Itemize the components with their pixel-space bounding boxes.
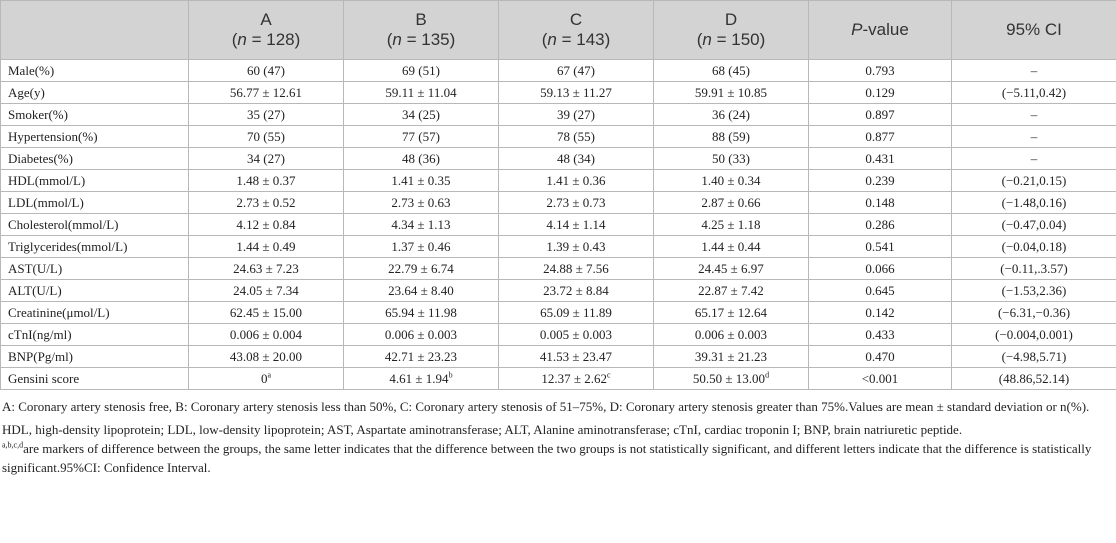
group-c-n — [499, 30, 653, 50]
group-d-n — [654, 30, 808, 50]
row-label: AST(U/L) — [1, 258, 189, 280]
row-label: BNP(Pg/ml) — [1, 346, 189, 368]
row-label: ALT(U/L) — [1, 280, 189, 302]
cell-group-b: 34 (25) — [344, 104, 499, 126]
gensini-c-value: 12.37 ± 2.62 — [541, 371, 608, 386]
cell-group-d: 68 (45) — [654, 60, 809, 82]
group-a-n-value: = 128) — [246, 30, 301, 49]
cell-p-value: 0.431 — [809, 148, 952, 170]
cell-group-c: 0.005 ± 0.003 — [499, 324, 654, 346]
row-label: Creatinine(μmol/L) — [1, 302, 189, 324]
cell-p-value: 0.066 — [809, 258, 952, 280]
cell-group-a: 24.05 ± 7.34 — [189, 280, 344, 302]
group-c-n-label: n — [547, 30, 557, 49]
row-label: Gensini score — [1, 368, 189, 390]
cell-p-value: 0.897 — [809, 104, 952, 126]
group-b-n-label: n — [392, 30, 402, 49]
row-label: Triglycerides(mmol/L) — [1, 236, 189, 258]
table-header — [1, 1, 1116, 60]
cell-p-value: 0.541 — [809, 236, 952, 258]
cell-group-d: 4.25 ± 1.18 — [654, 214, 809, 236]
cell-group-a: 35 (27) — [189, 104, 344, 126]
table-row — [1, 126, 1116, 148]
table-row — [1, 170, 1116, 192]
group-b-letter: B — [415, 10, 427, 29]
cell-group-b: 59.11 ± 11.04 — [344, 82, 499, 104]
table-footnotes — [0, 390, 1116, 477]
cell-group-d: 0.006 ± 0.003 — [654, 324, 809, 346]
cell-ci: – — [952, 126, 1116, 148]
table-body — [1, 60, 1116, 390]
cell-ci: (−0.21,0.15) — [952, 170, 1116, 192]
cell-group-d: 1.40 ± 0.34 — [654, 170, 809, 192]
cell-group-b: 77 (57) — [344, 126, 499, 148]
cell-group-d: 88 (59) — [654, 126, 809, 148]
cell-ci: (−4.98,5.71) — [952, 346, 1116, 368]
group-c-letter: C — [569, 10, 583, 29]
row-label: Hypertension(%) — [1, 126, 189, 148]
table-row — [1, 82, 1116, 104]
table-row — [1, 236, 1116, 258]
cell-ci: (−0.04,0.18) — [952, 236, 1116, 258]
gensini-c-marker: c — [607, 370, 611, 380]
cell-group-a: 4.12 ± 0.84 — [189, 214, 344, 236]
header-p-value — [809, 1, 952, 60]
group-a-letter: A — [260, 10, 272, 29]
cell-ci: (−6.31,−0.36) — [952, 302, 1116, 324]
cell-p-value: 0.470 — [809, 346, 952, 368]
cell-group-d: 59.91 ± 10.85 — [654, 82, 809, 104]
gensini-b-marker: b — [448, 370, 453, 380]
cell-p-value: 0.148 — [809, 192, 952, 214]
cell-group-b: 69 (51) — [344, 60, 499, 82]
cell-group-b: 23.64 ± 8.40 — [344, 280, 499, 302]
p-value-rest: -value — [862, 20, 909, 39]
cell-group-d: 36 (24) — [654, 104, 809, 126]
cell-group-d: 39.31 ± 21.23 — [654, 346, 809, 368]
group-a-n — [189, 30, 343, 50]
cell-group-a: 56.77 ± 12.61 — [189, 82, 344, 104]
cell-group-a — [189, 368, 344, 390]
cell-group-c: 1.41 ± 0.36 — [499, 170, 654, 192]
header-group-c — [499, 1, 654, 60]
group-d-letter: D — [724, 10, 738, 29]
footnote-markers — [2, 439, 1112, 477]
cell-group-a: 43.08 ± 20.00 — [189, 346, 344, 368]
cell-group-d: 24.45 ± 6.97 — [654, 258, 809, 280]
row-label: Age(y) — [1, 82, 189, 104]
cell-group-b: 1.37 ± 0.46 — [344, 236, 499, 258]
cell-ci: (−5.11,0.42) — [952, 82, 1116, 104]
cell-group-d: 50 (33) — [654, 148, 809, 170]
p-value-italic: P — [851, 20, 863, 39]
cell-group-c: 65.09 ± 11.89 — [499, 302, 654, 324]
cell-group-c: 1.39 ± 0.43 — [499, 236, 654, 258]
gensini-d-marker: d — [765, 370, 770, 380]
cell-group-b: 0.006 ± 0.003 — [344, 324, 499, 346]
header-row — [1, 1, 1116, 60]
cell-ci: – — [952, 104, 1116, 126]
cell-group-c: 78 (55) — [499, 126, 654, 148]
header-group-d — [654, 1, 809, 60]
footnote-groups: A: Coronary artery stenosis free, B: Coronary artery stenosis less than 50%, C: Coronary artery stenosis of 51–75%, D: Coronary artery stenosis greater than 75%.Values are mean ± standard deviation or n(%). — [2, 399, 1090, 414]
footnote-markers-sup: a,b,c,d — [2, 440, 24, 450]
group-b-n-prefix: ( — [386, 30, 393, 49]
header-variable-cell — [1, 1, 189, 60]
cell-group-b: 48 (36) — [344, 148, 499, 170]
cell-group-c: 59.13 ± 11.27 — [499, 82, 654, 104]
cell-group-b: 2.73 ± 0.63 — [344, 192, 499, 214]
row-label: Cholesterol(mmol/L) — [1, 214, 189, 236]
cell-group-d: 22.87 ± 7.42 — [654, 280, 809, 302]
cell-group-b: 42.71 ± 23.23 — [344, 346, 499, 368]
cell-p-value: 0.433 — [809, 324, 952, 346]
table-row — [1, 148, 1116, 170]
row-label: HDL(mmol/L) — [1, 170, 189, 192]
cell-ci: (−0.004,0.001) — [952, 324, 1116, 346]
gensini-a-value: 0 — [260, 371, 268, 386]
table-row — [1, 258, 1116, 280]
cell-p-value: 0.793 — [809, 60, 952, 82]
cell-ci: – — [952, 148, 1116, 170]
cell-p-value: 0.645 — [809, 280, 952, 302]
cell-group-b — [344, 368, 499, 390]
header-group-b — [344, 1, 499, 60]
gensini-b-value: 4.61 ± 1.94 — [389, 371, 449, 386]
footnote-markers-text: are markers of difference between the groups, the same letter indicates that the difference between the two groups is not statistically significant, and different letters indicate that the difference is statistically significant.95%CI: Confidence Interval. — [2, 441, 1092, 475]
cell-group-b: 4.34 ± 1.13 — [344, 214, 499, 236]
cell-p-value: 0.877 — [809, 126, 952, 148]
table-row — [1, 280, 1116, 302]
group-b-n-value: = 135) — [401, 30, 456, 49]
cell-group-c: 24.88 ± 7.56 — [499, 258, 654, 280]
cell-group-b: 65.94 ± 11.98 — [344, 302, 499, 324]
table-row-gensini — [1, 368, 1116, 390]
row-label: LDL(mmol/L) — [1, 192, 189, 214]
cell-group-c: 41.53 ± 23.47 — [499, 346, 654, 368]
group-c-n-value: = 143) — [556, 30, 611, 49]
cell-group-b: 22.79 ± 6.74 — [344, 258, 499, 280]
table-row — [1, 324, 1116, 346]
cell-group-a: 24.63 ± 7.23 — [189, 258, 344, 280]
table-row — [1, 104, 1116, 126]
group-d-n-value: = 150) — [711, 30, 766, 49]
cell-ci: (−1.48,0.16) — [952, 192, 1116, 214]
cell-group-a: 34 (27) — [189, 148, 344, 170]
cell-group-d: 2.87 ± 0.66 — [654, 192, 809, 214]
table-row — [1, 60, 1116, 82]
group-d-n-prefix: ( — [696, 30, 703, 49]
cell-group-a: 1.48 ± 0.37 — [189, 170, 344, 192]
group-a-n-label: n — [237, 30, 247, 49]
cell-ci: (−0.47,0.04) — [952, 214, 1116, 236]
cell-group-a: 60 (47) — [189, 60, 344, 82]
cell-group-a: 0.006 ± 0.004 — [189, 324, 344, 346]
cell-group-c: 48 (34) — [499, 148, 654, 170]
table-row — [1, 214, 1116, 236]
cell-group-b: 1.41 ± 0.35 — [344, 170, 499, 192]
gensini-a-marker: a — [267, 370, 272, 380]
group-d-n-label: n — [702, 30, 712, 49]
group-b-n — [344, 30, 498, 50]
cell-group-c — [499, 368, 654, 390]
cell-group-c: 39 (27) — [499, 104, 654, 126]
cell-group-d: 1.44 ± 0.44 — [654, 236, 809, 258]
table-row — [1, 302, 1116, 324]
cell-ci: (−0.11,.3.57) — [952, 258, 1116, 280]
row-label: Diabetes(%) — [1, 148, 189, 170]
cell-group-c: 23.72 ± 8.84 — [499, 280, 654, 302]
cell-p-value: 0.129 — [809, 82, 952, 104]
cell-ci: – — [952, 60, 1116, 82]
gensini-d-value: 50.50 ± 13.00 — [692, 371, 766, 386]
cell-ci: (48.86,52.14) — [952, 368, 1116, 390]
group-a-n-prefix: ( — [231, 30, 238, 49]
cell-p-value: <0.001 — [809, 368, 952, 390]
cell-group-a: 70 (55) — [189, 126, 344, 148]
cell-group-a: 62.45 ± 15.00 — [189, 302, 344, 324]
cell-p-value: 0.286 — [809, 214, 952, 236]
row-label: Male(%) — [1, 60, 189, 82]
cell-group-c: 4.14 ± 1.14 — [499, 214, 654, 236]
cell-group-c: 67 (47) — [499, 60, 654, 82]
footnote-abbreviations: HDL, high-density lipoprotein; LDL, low-density lipoprotein; AST, Aspartate aminotransferase; ALT, Alanine aminotransferase; cTnI, cardiac troponin I; BNP, brain natriuretic peptide. — [2, 422, 963, 437]
header-ci: 95% CI — [952, 1, 1116, 60]
group-c-n-prefix: ( — [541, 30, 548, 49]
row-label: cTnI(ng/ml) — [1, 324, 189, 346]
cell-group-a: 2.73 ± 0.52 — [189, 192, 344, 214]
cell-group-d — [654, 368, 809, 390]
header-group-a — [189, 1, 344, 60]
cell-group-a: 1.44 ± 0.49 — [189, 236, 344, 258]
cell-p-value: 0.239 — [809, 170, 952, 192]
cell-group-d: 65.17 ± 12.64 — [654, 302, 809, 324]
cell-ci: (−1.53,2.36) — [952, 280, 1116, 302]
table-row — [1, 346, 1116, 368]
table-row — [1, 192, 1116, 214]
cell-group-c: 2.73 ± 0.73 — [499, 192, 654, 214]
row-label: Smoker(%) — [1, 104, 189, 126]
cell-p-value: 0.142 — [809, 302, 952, 324]
